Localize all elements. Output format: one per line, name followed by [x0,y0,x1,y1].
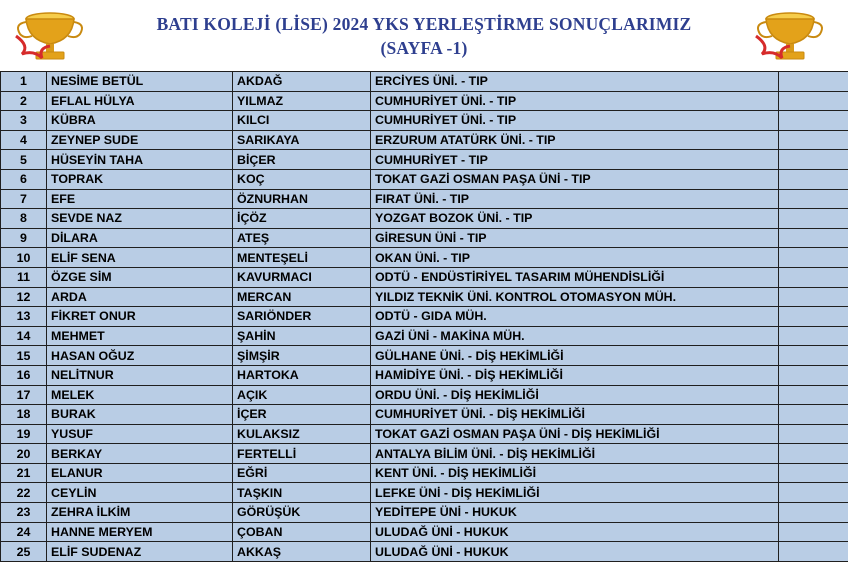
surname-cell[interactable]: MENTEŞELİ [233,248,371,268]
row-number-cell[interactable]: 14 [1,326,47,346]
first-name-cell[interactable]: ELANUR [47,463,233,483]
surname-cell[interactable]: HARTOKA [233,365,371,385]
trophy-icon [752,6,828,64]
page-header [0,0,848,70]
placement-cell[interactable]: CUMHURİYET ÜNİ. - TIP [371,111,779,131]
page-subtitle: (SAYFA -1) [380,38,468,58]
table-row [1,503,848,523]
row-number-cell[interactable]: 7 [1,189,47,209]
row-number-cell[interactable]: 10 [1,248,47,268]
table-row [1,111,848,131]
placement-cell[interactable]: YEDİTEPE ÜNİ - HUKUK [371,503,779,523]
first-name-cell[interactable]: ÖZGE SİM [47,267,233,287]
empty-cell[interactable] [779,463,848,483]
surname-cell[interactable]: ŞİMŞİR [233,346,371,366]
table-row [1,169,848,189]
row-number-cell[interactable]: 15 [1,346,47,366]
empty-cell[interactable] [779,91,848,111]
placement-cell[interactable]: ERZURUM ATATÜRK ÜNİ. - TIP [371,130,779,150]
placement-cell[interactable]: YILDIZ TEKNİK ÜNİ. KONTROL OTOMASYON MÜH. [371,287,779,307]
surname-cell[interactable]: KILCI [233,111,371,131]
row-number-cell[interactable]: 24 [1,522,47,542]
placement-cell[interactable]: ULUDAĞ ÜNİ - HUKUK [371,542,779,562]
table-row [1,209,848,229]
empty-cell[interactable] [779,111,848,131]
placement-cell[interactable]: GÜLHANE ÜNİ. - DİŞ HEKİMLİĞİ [371,346,779,366]
table-row [1,522,848,542]
empty-cell[interactable] [779,444,848,464]
first-name-cell[interactable]: EFE [47,189,233,209]
row-number-cell[interactable]: 17 [1,385,47,405]
table-row [1,248,848,268]
placement-cell[interactable]: CUMHURİYET ÜNİ. - TIP [371,91,779,111]
surname-cell[interactable]: KOÇ [233,169,371,189]
surname-cell[interactable]: KAVURMACI [233,267,371,287]
table-row [1,405,848,425]
first-name-cell[interactable]: YUSUF [47,424,233,444]
surname-cell[interactable]: ŞAHİN [233,326,371,346]
placement-cell[interactable]: CUMHURİYET ÜNİ. - DİŞ HEKİMLİĞİ [371,405,779,425]
placement-cell[interactable]: FIRAT ÜNİ. - TIP [371,189,779,209]
surname-cell[interactable]: KULAKSIZ [233,424,371,444]
row-number-cell[interactable]: 6 [1,169,47,189]
empty-cell[interactable] [779,542,848,562]
placement-cell[interactable]: TOKAT GAZİ OSMAN PAŞA ÜNİ - TIP [371,169,779,189]
placement-cell[interactable]: KENT ÜNİ. - DİŞ HEKİMLİĞİ [371,463,779,483]
surname-cell[interactable]: ÇOBAN [233,522,371,542]
placement-cell[interactable]: LEFKE ÜNİ - DİŞ HEKİMLİĞİ [371,483,779,503]
empty-cell[interactable] [779,503,848,523]
empty-cell[interactable] [779,522,848,542]
first-name-cell[interactable]: MELEK [47,385,233,405]
placement-cell[interactable]: HAMİDİYE ÜNİ. - DİŞ HEKİMLİĞİ [371,365,779,385]
row-number-cell[interactable]: 4 [1,130,47,150]
table-row [1,326,848,346]
first-name-cell[interactable]: KÜBRA [47,111,233,131]
row-number-cell[interactable]: 12 [1,287,47,307]
surname-cell[interactable]: MERCAN [233,287,371,307]
surname-cell[interactable]: EĞRİ [233,463,371,483]
first-name-cell[interactable]: ZEYNEP SUDE [47,130,233,150]
first-name-cell[interactable]: FİKRET ONUR [47,307,233,327]
surname-cell[interactable]: BİÇER [233,150,371,170]
first-name-cell[interactable]: NESİME BETÜL [47,72,233,92]
first-name-cell[interactable]: NELİTNUR [47,365,233,385]
first-name-cell[interactable]: ARDA [47,287,233,307]
first-name-cell[interactable]: TOPRAK [47,169,233,189]
empty-cell[interactable] [779,228,848,248]
surname-cell[interactable]: İÇER [233,405,371,425]
empty-cell[interactable] [779,267,848,287]
row-number-cell[interactable]: 8 [1,209,47,229]
surname-cell[interactable]: SARIKAYA [233,130,371,150]
row-number-cell[interactable]: 11 [1,267,47,287]
first-name-cell[interactable]: HASAN OĞUZ [47,346,233,366]
surname-cell[interactable]: TAŞKIN [233,483,371,503]
first-name-cell[interactable]: SEVDE NAZ [47,209,233,229]
empty-cell[interactable] [779,385,848,405]
table-row [1,91,848,111]
surname-cell[interactable]: ATEŞ [233,228,371,248]
row-number-cell[interactable]: 21 [1,463,47,483]
empty-cell[interactable] [779,405,848,425]
row-number-cell[interactable]: 5 [1,150,47,170]
table-row [1,444,848,464]
row-number-cell[interactable]: 1 [1,72,47,92]
first-name-cell[interactable]: DİLARA [47,228,233,248]
table-row [1,307,848,327]
placement-cell[interactable]: ODTÜ - GIDA MÜH. [371,307,779,327]
table-row [1,463,848,483]
surname-cell[interactable]: ÖZNURHAN [233,189,371,209]
page-title: BATI KOLEJİ (LİSE) 2024 YKS YERLEŞTİRME SONUÇLARIMIZ [156,14,692,34]
row-number-cell[interactable]: 19 [1,424,47,444]
empty-cell[interactable] [779,424,848,444]
placement-cell[interactable]: GİRESUN ÜNİ - TIP [371,228,779,248]
empty-cell[interactable] [779,248,848,268]
placement-cell[interactable]: TOKAT GAZİ OSMAN PAŞA ÜNİ - DİŞ HEKİMLİĞİ [371,424,779,444]
surname-cell[interactable]: GÖRÜŞÜK [233,503,371,523]
surname-cell[interactable]: AKDAĞ [233,72,371,92]
table-row [1,365,848,385]
first-name-cell[interactable]: CEYLİN [47,483,233,503]
first-name-cell[interactable]: ELİF SENA [47,248,233,268]
empty-cell[interactable] [779,365,848,385]
table-row [1,346,848,366]
row-number-cell[interactable]: 25 [1,542,47,562]
results-table [0,71,848,562]
empty-cell[interactable] [779,72,848,92]
row-number-cell[interactable]: 13 [1,307,47,327]
row-number-cell[interactable]: 23 [1,503,47,523]
first-name-cell[interactable]: EFLAL HÜLYA [47,91,233,111]
surname-cell[interactable]: FERTELLİ [233,444,371,464]
table-row [1,189,848,209]
empty-cell[interactable] [779,346,848,366]
empty-cell[interactable] [779,130,848,150]
placement-cell[interactable]: ULUDAĞ ÜNİ - HUKUK [371,522,779,542]
row-number-cell[interactable]: 18 [1,405,47,425]
row-number-cell[interactable]: 16 [1,365,47,385]
empty-cell[interactable] [779,287,848,307]
empty-cell[interactable] [779,169,848,189]
placement-cell[interactable]: ORDU ÜNİ. - DİŞ HEKİMLİĞİ [371,385,779,405]
table-row [1,287,848,307]
table-row [1,150,848,170]
first-name-cell[interactable]: HÜSEYİN TAHA [47,150,233,170]
empty-cell[interactable] [779,150,848,170]
surname-cell[interactable]: İÇÖZ [233,209,371,229]
empty-cell[interactable] [779,483,848,503]
placement-cell[interactable]: GAZİ ÜNİ - MAKİNA MÜH. [371,326,779,346]
placement-cell[interactable]: YOZGAT BOZOK ÜNİ. - TIP [371,209,779,229]
table-row [1,385,848,405]
results-table-body [1,72,848,562]
first-name-cell[interactable]: ELİF SUDENAZ [47,542,233,562]
surname-cell[interactable]: SARIÖNDER [233,307,371,327]
placement-cell[interactable]: ANTALYA BİLİM ÜNİ. - DİŞ HEKİMLİĞİ [371,444,779,464]
table-row [1,72,848,92]
table-row [1,267,848,287]
row-number-cell[interactable]: 9 [1,228,47,248]
empty-cell[interactable] [779,307,848,327]
table-row [1,542,848,562]
row-number-cell[interactable]: 3 [1,111,47,131]
first-name-cell[interactable]: BURAK [47,405,233,425]
row-number-cell[interactable]: 20 [1,444,47,464]
table-row [1,483,848,503]
first-name-cell[interactable]: ZEHRA İLKİM [47,503,233,523]
table-row [1,228,848,248]
table-row [1,130,848,150]
row-number-cell[interactable]: 22 [1,483,47,503]
first-name-cell[interactable]: BERKAY [47,444,233,464]
placement-cell[interactable]: CUMHURİYET - TIP [371,150,779,170]
row-number-cell[interactable]: 2 [1,91,47,111]
empty-cell[interactable] [779,209,848,229]
empty-cell[interactable] [779,189,848,209]
empty-cell[interactable] [779,326,848,346]
placement-cell[interactable]: ERCİYES ÜNİ. - TIP [371,72,779,92]
table-row [1,424,848,444]
first-name-cell[interactable]: HANNE MERYEM [47,522,233,542]
placement-cell[interactable]: OKAN ÜNİ. - TIP [371,248,779,268]
placement-cell[interactable]: ODTÜ - ENDÜSTİRİYEL TASARIM MÜHENDİSLİĞİ [371,267,779,287]
surname-cell[interactable]: YILMAZ [233,91,371,111]
surname-cell[interactable]: AÇIK [233,385,371,405]
surname-cell[interactable]: AKKAŞ [233,542,371,562]
first-name-cell[interactable]: MEHMET [47,326,233,346]
